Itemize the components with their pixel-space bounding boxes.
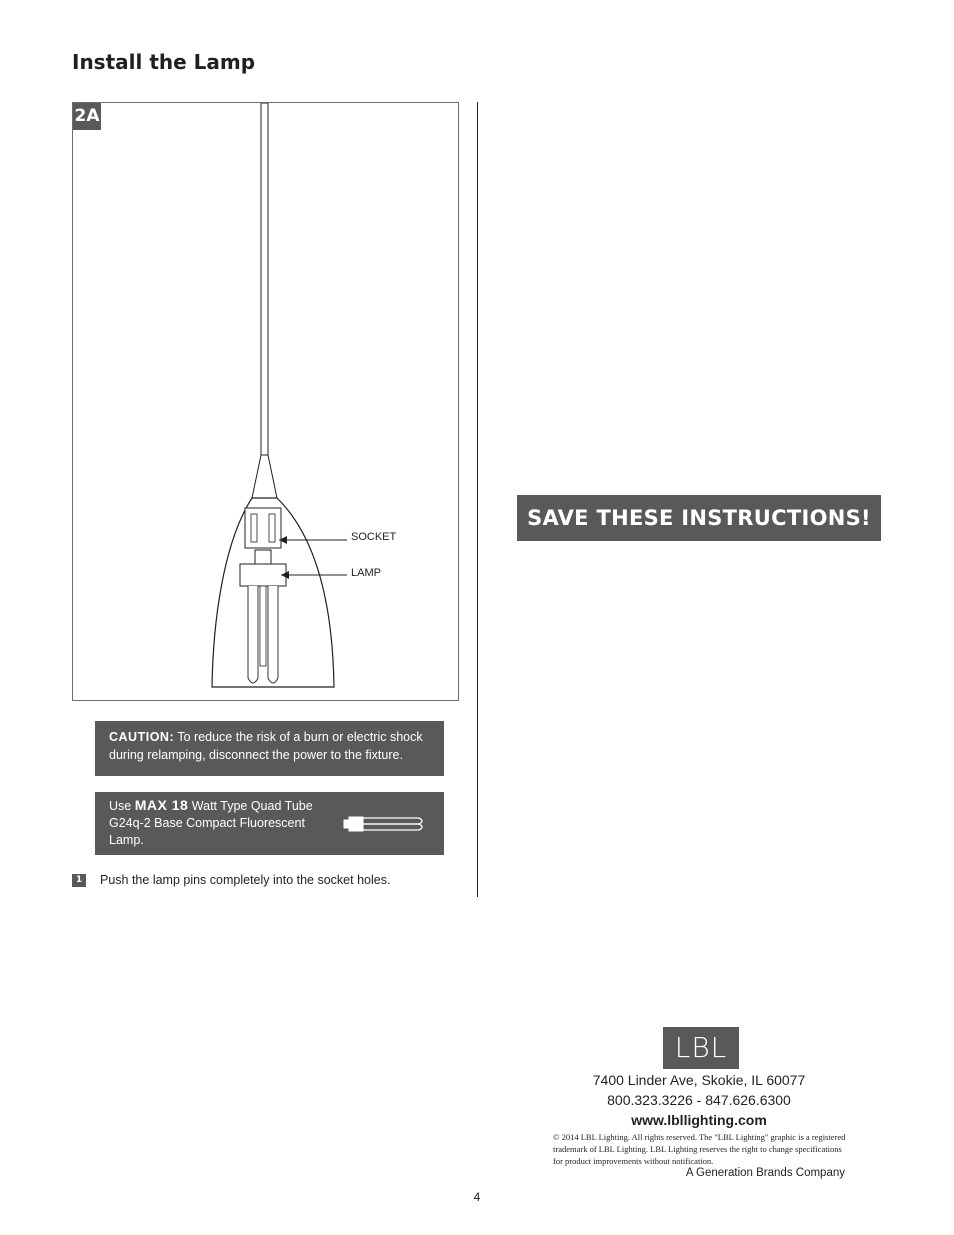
lamp-spec-box xyxy=(95,792,444,855)
save-instructions-banner: SAVE THESE INSTRUCTIONS! xyxy=(517,495,881,541)
cord xyxy=(261,103,268,455)
figure-label: 2A xyxy=(73,103,101,130)
step-number: 1 xyxy=(72,874,86,887)
caution-text: To reduce the risk of a burn or electric shock during relamping, disconnect the power to the fixture. xyxy=(109,730,423,762)
page-number: 4 xyxy=(473,1190,481,1204)
step-text: Push the lamp pins completely into the socket holes. xyxy=(100,873,391,887)
canopy-cone xyxy=(252,455,277,498)
caution-heading: CAUTION: xyxy=(109,730,175,744)
address: 7400 Linder Ave, Skokie, IL 60077 xyxy=(592,1072,806,1088)
phone-numbers: 800.323.3226 - 847.626.6300 xyxy=(607,1092,791,1108)
lbl-logo: LBL xyxy=(663,1027,739,1069)
pendant-illustration xyxy=(73,103,460,702)
socket-callout: SOCKET xyxy=(351,531,397,543)
legal-notice: © 2014 LBL Lighting. All rights reserved. The "LBL Lighting" graphic is a registered trademark of LBL Lighting. LBL Lighting reserves the right to change specifications for product improvements without notification. xyxy=(553,1132,846,1166)
quad-tube-lamp-icon xyxy=(343,813,427,835)
column-divider xyxy=(477,102,478,897)
lamp-callout: LAMP xyxy=(351,567,381,579)
lamp-base xyxy=(240,564,286,586)
lamp-pins xyxy=(255,550,271,564)
lamp-tube xyxy=(248,586,258,683)
socket xyxy=(245,508,281,548)
caution-box xyxy=(95,721,444,776)
section-title: Install the Lamp xyxy=(72,50,256,74)
lamp-spec-prefix: Use xyxy=(109,799,132,813)
website-link[interactable]: www.lbllighting.com xyxy=(631,1112,767,1128)
lamp-spec-max: MAX 18 xyxy=(134,797,189,813)
figure-2a xyxy=(72,102,459,701)
company-tagline: A Generation Brands Company xyxy=(685,1167,845,1179)
lamp-spec-text: Watt Type Quad Tube G24q-2 Base Compact Fluorescent Lamp. xyxy=(109,799,313,847)
